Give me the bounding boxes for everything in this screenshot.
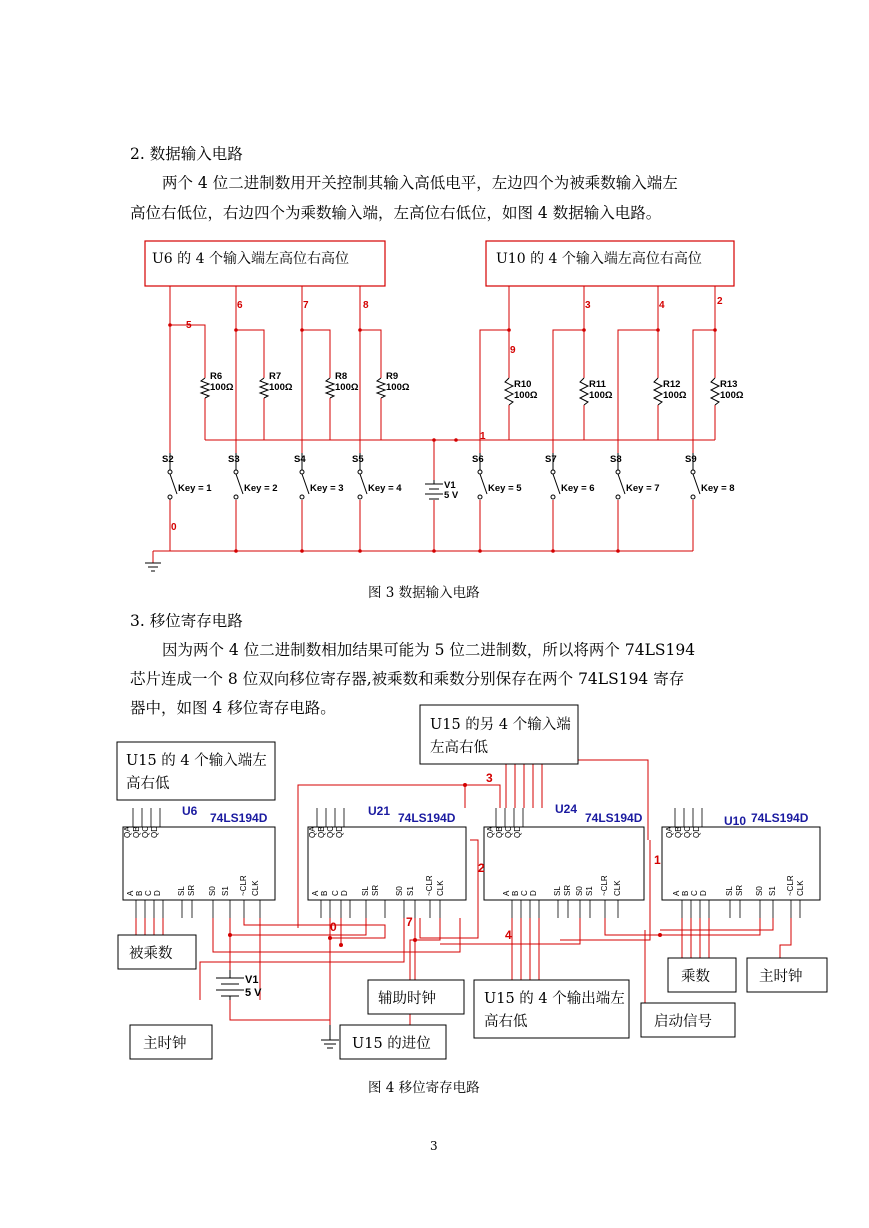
net-label: 5 [186, 320, 192, 331]
switch-name: S9 [685, 454, 697, 465]
section-3-paragraph-line-3: 器中，如图 4 移位寄存电路。 [130, 699, 336, 717]
svg-text:A: A [126, 890, 135, 896]
net-label: 1 [480, 431, 486, 442]
svg-text:B: B [320, 890, 329, 896]
chip-label-u21: U21 [368, 804, 391, 818]
resistor-value: 100Ω [210, 382, 234, 393]
chip-type-label: 74LS194D [751, 811, 809, 825]
section-2-paragraph-line-1: 两个 4 位二进制数用开关控制其输入高低电平，左边四个为被乘数输入端左 [162, 174, 678, 192]
svg-text:SR: SR [735, 884, 744, 896]
net-label: 3 [486, 771, 493, 785]
svg-text:QA: QA [486, 826, 495, 838]
svg-text:QA: QA [123, 826, 132, 838]
svg-text:QD: QD [513, 826, 522, 838]
svg-text:A: A [311, 890, 320, 896]
svg-text:C: C [144, 890, 153, 896]
svg-text:~CLR: ~CLR [239, 875, 248, 896]
chip-type-label: 74LS194D [398, 811, 456, 825]
fig4-source-value: 5 V [245, 987, 262, 999]
fig4-source-name: V1 [245, 974, 259, 986]
net-label: 2 [478, 861, 485, 875]
page-number: 3 [430, 1139, 438, 1153]
net-label: 0 [330, 920, 337, 934]
svg-text:S1: S1 [221, 886, 230, 896]
switch-key: Key = 2 [244, 483, 278, 494]
svg-text:QB: QB [495, 826, 504, 838]
resistor-name: R13 [720, 379, 738, 390]
figure-3-caption: 图 3 数据输入电路 [368, 585, 480, 601]
net-label: 0 [171, 522, 177, 533]
svg-text:B: B [681, 890, 690, 896]
resistor-value: 100Ω [589, 390, 613, 401]
svg-text:QD: QD [335, 826, 344, 838]
net-label: 7 [406, 915, 413, 929]
section-3-paragraph-line-2: 芯片连成一个 8 位双向移位寄存器,被乘数和乘数分别保存在两个 74LS194 寄存 [130, 670, 685, 688]
switch-key: Key = 6 [561, 483, 595, 494]
net-label: 6 [237, 300, 243, 311]
source-value: 5 V [444, 490, 459, 501]
svg-text:SL: SL [553, 886, 562, 896]
resistor-name: R12 [663, 379, 681, 390]
svg-text:CLK: CLK [436, 880, 445, 896]
svg-text:C: C [331, 890, 340, 896]
resistor-value: 100Ω [663, 390, 687, 401]
svg-text:SR: SR [187, 884, 196, 896]
switch-name: S2 [162, 454, 174, 465]
resistor-name: R8 [335, 371, 348, 382]
svg-text:S1: S1 [406, 886, 415, 896]
chip-label-u6: U6 [182, 804, 198, 818]
switch-name: S4 [294, 454, 306, 465]
section-3-heading: 3. 移位寄存电路 [130, 612, 243, 630]
net-label: 1 [654, 853, 661, 867]
svg-text:S1: S1 [768, 886, 777, 896]
net-label: 7 [303, 300, 309, 311]
switch-name: S7 [545, 454, 557, 465]
svg-text:S1: S1 [585, 886, 594, 896]
switch-name: S8 [610, 454, 622, 465]
switch-key: Key = 3 [310, 483, 344, 494]
net-label: 4 [505, 928, 512, 942]
resistor-name: R10 [514, 379, 532, 390]
svg-text:QC: QC [141, 826, 150, 838]
svg-text:CLK: CLK [251, 880, 260, 896]
net-label: 9 [510, 345, 516, 356]
switch-key: Key = 5 [488, 483, 522, 494]
svg-text:~CLR: ~CLR [600, 875, 609, 896]
svg-text:SR: SR [563, 884, 572, 896]
switch-key: Key = 1 [178, 483, 212, 494]
svg-text:C: C [690, 890, 699, 896]
svg-text:D: D [699, 890, 708, 896]
net-label: 2 [717, 296, 723, 307]
net-label: 8 [363, 300, 369, 311]
chip-type-label: 74LS194D [585, 811, 643, 825]
chip-label-u10: U10 [724, 814, 747, 828]
svg-text:B: B [511, 890, 520, 896]
section-2-heading: 2. 数据输入电路 [130, 145, 243, 163]
label-u15-other-inputs-line-1: U15 的另 4 个输入端 [430, 717, 571, 733]
chip-type-label: 74LS194D [210, 811, 268, 825]
svg-text:SL: SL [725, 886, 734, 896]
resistor-value: 100Ω [720, 390, 744, 401]
resistor-name: R6 [210, 371, 223, 382]
label-u15-other-inputs-line-2: 左高右低 [430, 740, 488, 756]
chip-label-u24: U24 [555, 802, 578, 816]
fig3-box-right-label: U10 的 4 个输入端左高位右高位 [496, 251, 702, 267]
svg-text:A: A [672, 890, 681, 896]
svg-text:CLK: CLK [613, 880, 622, 896]
label-aux-clock: 辅助时钟 [378, 991, 436, 1007]
svg-text:QB: QB [674, 826, 683, 838]
svg-text:QD: QD [692, 826, 701, 838]
svg-text:SR: SR [371, 884, 380, 896]
svg-text:SL: SL [177, 886, 186, 896]
label-start-signal: 启动信号 [654, 1014, 712, 1030]
switch-key: Key = 7 [626, 483, 660, 494]
switch-name: S3 [228, 454, 240, 465]
figure-4-caption: 图 4 移位寄存电路 [368, 1080, 480, 1096]
svg-text:CLK: CLK [796, 880, 805, 896]
label-u15-inputs-line-2: 高右低 [126, 776, 170, 792]
svg-text:A: A [502, 890, 511, 896]
label-main-clock-left: 主时钟 [143, 1036, 187, 1052]
svg-text:SL: SL [361, 886, 370, 896]
label-u15-outputs-line-2: 高右低 [484, 1014, 528, 1030]
svg-text:QD: QD [150, 826, 159, 838]
fig3-box-left-label: U6 的 4 个输入端左高位右高位 [152, 251, 349, 267]
switch-name: S6 [472, 454, 484, 465]
switch-key: Key = 4 [368, 483, 402, 494]
switch-key: Key = 8 [701, 483, 735, 494]
svg-text:S0: S0 [575, 886, 584, 896]
svg-text:QA: QA [308, 826, 317, 838]
svg-text:S0: S0 [208, 886, 217, 896]
svg-text:QB: QB [132, 826, 141, 838]
label-u15-outputs-line-1: U15 的 4 个输出端左 [484, 991, 625, 1007]
svg-text:D: D [529, 890, 538, 896]
svg-text:QB: QB [317, 826, 326, 838]
resistor-value: 100Ω [335, 382, 359, 393]
svg-text:S0: S0 [395, 886, 404, 896]
label-main-clock-right: 主时钟 [759, 969, 803, 985]
svg-text:QC: QC [683, 826, 692, 838]
svg-text:D: D [340, 890, 349, 896]
section-2-paragraph-line-2: 高位右低位，右边四个为乘数输入端，左高位右低位，如图 4 数据输入电路。 [130, 204, 662, 222]
svg-text:QA: QA [665, 826, 674, 838]
svg-text:C: C [520, 890, 529, 896]
svg-text:~CLR: ~CLR [786, 875, 795, 896]
section-3-paragraph-line-1: 因为两个 4 位二进制数相加结果可能为 5 位二进制数，所以将两个 74LS194 [162, 641, 696, 659]
label-multiplier: 乘数 [681, 969, 710, 985]
net-label: 4 [659, 300, 665, 311]
resistor-value: 100Ω [514, 390, 538, 401]
svg-text:B: B [135, 890, 144, 896]
net-label: 3 [585, 300, 591, 311]
label-u15-carry: U15 的进位 [352, 1036, 431, 1052]
svg-text:QC: QC [326, 826, 335, 838]
resistor-name: R9 [386, 371, 399, 382]
label-multiplicand: 被乘数 [129, 946, 173, 962]
resistor-value: 100Ω [269, 382, 293, 393]
svg-text:S0: S0 [755, 886, 764, 896]
label-u15-inputs-line-1: U15 的 4 个输入端左 [126, 753, 267, 769]
svg-text:D: D [153, 890, 162, 896]
svg-text:~CLR: ~CLR [425, 875, 434, 896]
svg-text:QC: QC [504, 826, 513, 838]
resistor-value: 100Ω [386, 382, 410, 393]
resistor-name: R11 [589, 379, 606, 390]
source-name: V1 [444, 480, 456, 491]
switch-name: S5 [352, 454, 364, 465]
resistor-name: R7 [269, 371, 282, 382]
